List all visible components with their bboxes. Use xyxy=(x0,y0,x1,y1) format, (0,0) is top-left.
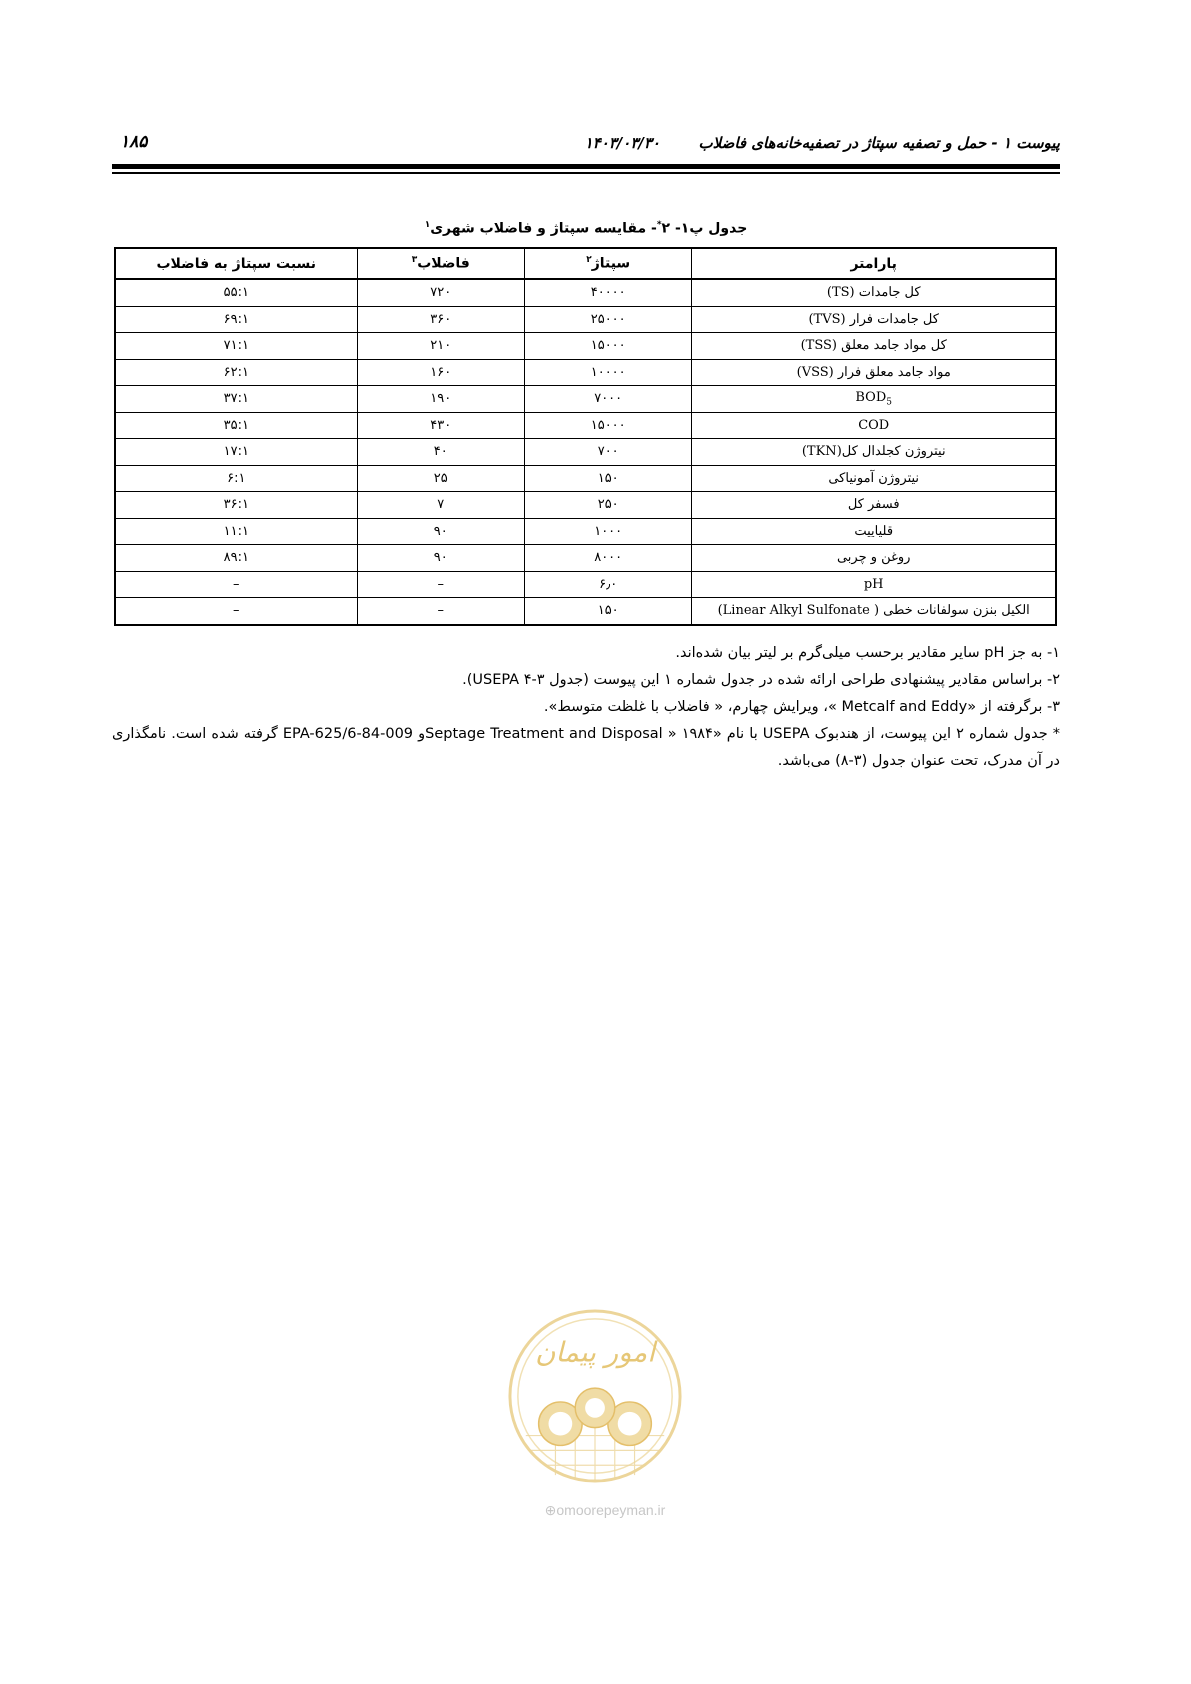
table-row xyxy=(115,518,1056,545)
wastewater-cell: ۷ xyxy=(357,492,524,519)
caption-footnote-mark: ۱ xyxy=(424,220,431,230)
ratio-cell: ۳۷:۱ xyxy=(115,386,357,413)
param-cell: pH xyxy=(692,571,1056,598)
header-wastewater: فاضلاب$^۳$ xyxy=(357,248,524,279)
param-cell: کل مواد جامد معلق (TSS) xyxy=(692,333,1056,360)
ratio-cell: – xyxy=(115,571,357,598)
page-header xyxy=(112,128,1060,158)
param-cell: نیتروژن کجلدال کل(TKN) xyxy=(692,439,1056,466)
table-row xyxy=(115,359,1056,386)
septage-cell: ۶٫۰ xyxy=(524,571,691,598)
table-row xyxy=(115,492,1056,519)
note-2: ۲- براساس مقادیر پیشنهادی طراحی ارائه شده در جدول شماره ۱ این پیوست (جدول ۳-۴ USEPA). xyxy=(462,672,1060,688)
table-row xyxy=(115,279,1056,306)
caption-star: * xyxy=(656,220,662,230)
septage-cell: ۱۵۰ xyxy=(524,598,691,625)
table-row xyxy=(115,465,1056,492)
caption-label: جدول پ۱- ۲ xyxy=(661,220,748,237)
param-cell: قلیاییت xyxy=(692,518,1056,545)
septage-cell: ۷۰۰ xyxy=(524,439,691,466)
header-rule-thin xyxy=(112,172,1060,174)
watermark-logo xyxy=(506,1307,684,1485)
wastewater-cell: – xyxy=(357,598,524,625)
param-cell: نیتروژن آمونیاکی xyxy=(692,465,1056,492)
globe-icon: ⊕ xyxy=(544,1502,557,1518)
ratio-cell: ۱۷:۱ xyxy=(115,439,357,466)
wastewater-cell: ۱۶۰ xyxy=(357,359,524,386)
wastewater-cell: – xyxy=(357,571,524,598)
wastewater-cell: ۹۰ xyxy=(357,518,524,545)
table-row xyxy=(115,412,1056,439)
wastewater-cell: ۴۰ xyxy=(357,439,524,466)
septage-cell: ۸۰۰۰ xyxy=(524,545,691,572)
note-1: ۱- به جز pH سایر مقادیر برحسب میلی‌گرم بر لیتر بیان شده‌اند. xyxy=(675,645,1060,661)
ratio-cell: ۸۹:۱ xyxy=(115,545,357,572)
wastewater-cell: ۱۹۰ xyxy=(357,386,524,413)
ratio-cell: ۵۵:۱ xyxy=(115,279,357,306)
septage-cell: ۴۰۰۰۰ xyxy=(524,279,691,306)
table-header-row xyxy=(115,248,1056,279)
param-cell: کل جامدات فرار (TVS) xyxy=(692,306,1056,333)
septage-cell: ۱۵۰ xyxy=(524,465,691,492)
ratio-cell: ۶:۱ xyxy=(115,465,357,492)
watermark-site: ⊕omoorepeyman.ir xyxy=(544,1502,666,1518)
param-cell: روغن و چربی xyxy=(692,545,1056,572)
table-row xyxy=(115,439,1056,466)
note-3: ۳- برگرفته از «Metcalf and Eddy »، ویرایش چهارم، « فاضلاب با غلظت متوسط». xyxy=(543,699,1060,715)
header-title: پیوست ۱ - حمل و تصفیه سپتاژ در تصفیه‌خانه‌های فاضلاب xyxy=(698,134,1060,152)
table-row xyxy=(115,386,1056,413)
table-row xyxy=(115,598,1056,625)
note-star: * جدول شماره ۲ این پیوست، از هندبوک USEPA با نام «Septage Treatment and Disposal » ۱۹۸۴و EPA-625/6-84-009 گرفته شده است. نامگذاری در آن مدرک، تحت عنوان جدول (۳-۸) می‌باشد. xyxy=(112,726,1060,769)
septage-cell: ۱۵۰۰۰ xyxy=(524,333,691,360)
table-row xyxy=(115,306,1056,333)
table-row xyxy=(115,333,1056,360)
table-row xyxy=(115,571,1056,598)
param-cell: فسفر کل xyxy=(692,492,1056,519)
param-cell: $BOD_5$ xyxy=(692,386,1056,413)
wastewater-cell: ۲۱۰ xyxy=(357,333,524,360)
septage-cell: ۲۵۰۰۰ xyxy=(524,306,691,333)
comparison-table xyxy=(114,247,1057,626)
wastewater-cell: ۳۶۰ xyxy=(357,306,524,333)
wastewater-cell: ۷۲۰ xyxy=(357,279,524,306)
ratio-cell: ۱۱:۱ xyxy=(115,518,357,545)
wastewater-cell: ۴۳۰ xyxy=(357,412,524,439)
param-cell: الکیل بنزن سولفانات خطی ( Linear Alkyl Sulfonate) xyxy=(692,598,1056,625)
septage-cell: ۱۰۰۰۰ xyxy=(524,359,691,386)
param-cell: کل جامدات (TS) xyxy=(692,279,1056,306)
header-rule-thick xyxy=(112,164,1060,169)
param-cell: مواد جامد معلق فرار (VSS) xyxy=(692,359,1056,386)
header-param: پارامتر xyxy=(692,248,1056,279)
param-cell: COD xyxy=(692,412,1056,439)
ratio-cell: ۶۹:۱ xyxy=(115,306,357,333)
header-septage: سپتاژ$^۲$ xyxy=(524,248,691,279)
septage-cell: ۲۵۰ xyxy=(524,492,691,519)
table-row xyxy=(115,545,1056,572)
ratio-cell: ۳۶:۱ xyxy=(115,492,357,519)
wastewater-cell: ۹۰ xyxy=(357,545,524,572)
watermark-logo-text: امور پیمان xyxy=(535,1335,655,1369)
wastewater-cell: ۲۵ xyxy=(357,465,524,492)
caption-rest: - مقایسه سپتاژ و فاضلاب شهری xyxy=(430,220,657,237)
header-ratio: نسبت سپتاژ به فاضلاب xyxy=(115,248,357,279)
page-number: ۱۸۵ xyxy=(120,132,148,152)
header-date: ۱۴۰۳/۰۳/۳۰ xyxy=(584,134,660,152)
septage-cell: ۱۵۰۰۰ xyxy=(524,412,691,439)
ratio-cell: ۶۲:۱ xyxy=(115,359,357,386)
ratio-cell: ۳۵:۱ xyxy=(115,412,357,439)
septage-cell: ۱۰۰۰ xyxy=(524,518,691,545)
ratio-cell: – xyxy=(115,598,357,625)
ratio-cell: ۷۱:۱ xyxy=(115,333,357,360)
septage-cell: ۷۰۰۰ xyxy=(524,386,691,413)
table-caption xyxy=(112,220,1060,237)
table-notes xyxy=(112,640,1060,775)
